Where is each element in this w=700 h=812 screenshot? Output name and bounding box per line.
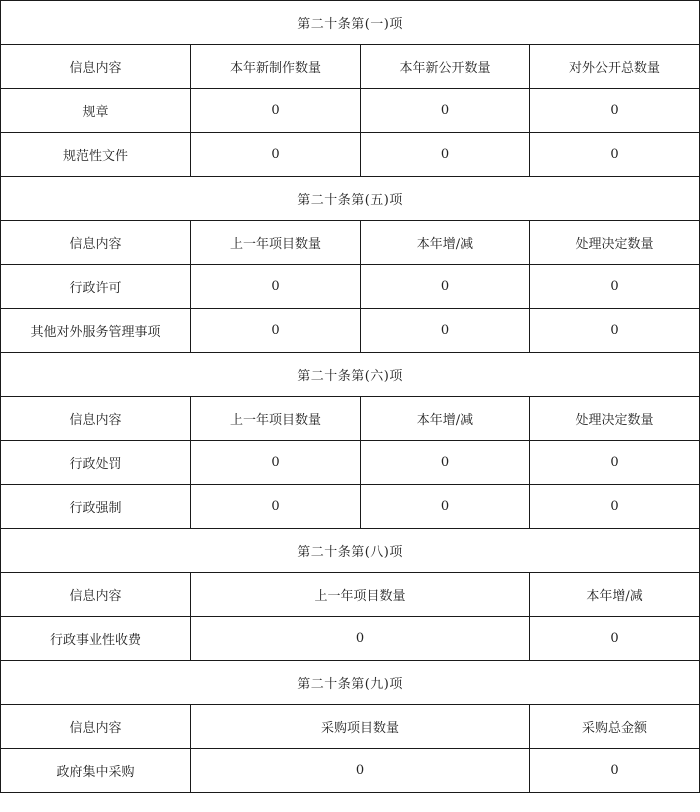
table-row (1, 133, 700, 177)
value-cell: 0 (530, 265, 700, 309)
header-cell: 信息内容 (1, 705, 191, 749)
row-label: 行政处罚 (1, 441, 191, 485)
section-title: 第二十条第(五)项 (1, 177, 700, 221)
value-cell: 0 (361, 265, 530, 309)
header-row (1, 573, 700, 617)
section-title-row (1, 661, 700, 705)
value-cell: 0 (191, 617, 530, 661)
header-cell: 信息内容 (1, 397, 191, 441)
table-row (1, 485, 700, 529)
value-cell: 0 (361, 485, 530, 529)
header-cell: 信息内容 (1, 45, 191, 89)
value-cell: 0 (191, 133, 361, 177)
header-row (1, 45, 700, 89)
header-cell: 采购总金额 (530, 705, 700, 749)
header-cell: 上一年项目数量 (191, 397, 361, 441)
row-label: 行政事业性收费 (1, 617, 191, 661)
value-cell: 0 (191, 309, 361, 353)
row-label: 规范性文件 (1, 133, 191, 177)
header-cell: 处理决定数量 (530, 221, 700, 265)
value-cell: 0 (361, 309, 530, 353)
table-row (1, 749, 700, 793)
section-title-row (1, 1, 700, 45)
header-cell: 处理决定数量 (530, 397, 700, 441)
value-cell: 0 (530, 485, 700, 529)
value-cell: 0 (191, 441, 361, 485)
value-cell: 0 (530, 89, 700, 133)
value-cell: 0 (191, 485, 361, 529)
row-label: 政府集中采购 (1, 749, 191, 793)
header-cell: 信息内容 (1, 221, 191, 265)
value-cell: 0 (191, 749, 530, 793)
header-row (1, 705, 700, 749)
value-cell: 0 (191, 265, 361, 309)
header-cell: 对外公开总数量 (530, 45, 700, 89)
value-cell: 0 (530, 309, 700, 353)
header-row (1, 221, 700, 265)
table-row (1, 265, 700, 309)
row-label: 行政强制 (1, 485, 191, 529)
table-row (1, 617, 700, 661)
row-label: 规章 (1, 89, 191, 133)
row-label: 其他对外服务管理事项 (1, 309, 191, 353)
table-row (1, 441, 700, 485)
header-cell: 信息内容 (1, 573, 191, 617)
header-cell: 本年增/减 (361, 221, 530, 265)
row-label: 行政许可 (1, 265, 191, 309)
section-title-row (1, 529, 700, 573)
table-row (1, 89, 700, 133)
value-cell: 0 (361, 441, 530, 485)
header-row (1, 397, 700, 441)
header-cell: 上一年项目数量 (191, 573, 530, 617)
table-row (1, 309, 700, 353)
value-cell: 0 (530, 749, 700, 793)
header-cell: 本年新制作数量 (191, 45, 361, 89)
header-cell: 本年新公开数量 (361, 45, 530, 89)
value-cell: 0 (530, 441, 700, 485)
section-title: 第二十条第(一)项 (1, 1, 700, 45)
header-cell: 采购项目数量 (191, 705, 530, 749)
section-title-row (1, 353, 700, 397)
value-cell: 0 (361, 89, 530, 133)
section-title: 第二十条第(八)项 (1, 529, 700, 573)
header-cell: 本年增/减 (530, 573, 700, 617)
section-title-row (1, 177, 700, 221)
value-cell: 0 (361, 133, 530, 177)
value-cell: 0 (191, 89, 361, 133)
value-cell: 0 (530, 133, 700, 177)
header-cell: 上一年项目数量 (191, 221, 361, 265)
header-cell: 本年增/减 (361, 397, 530, 441)
value-cell: 0 (530, 617, 700, 661)
section-title: 第二十条第(九)项 (1, 661, 700, 705)
section-title: 第二十条第(六)项 (1, 353, 700, 397)
